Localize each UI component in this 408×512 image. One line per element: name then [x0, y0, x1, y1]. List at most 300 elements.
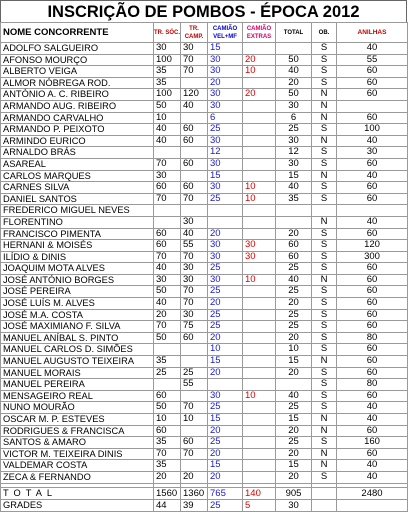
camiao-extras-cell	[243, 344, 276, 356]
camiao-vel-cell: 30	[208, 240, 243, 252]
total-cell: 20	[276, 298, 312, 310]
camiao-vel-cell: 30	[208, 89, 243, 101]
tr-camp-cell: 30	[181, 43, 208, 55]
competitor-name: MENSAGEIRO REAL	[1, 390, 154, 402]
camiao-extras-cell	[243, 77, 276, 89]
camiao-extras-cell	[243, 147, 276, 159]
competitor-name: MANUEL CARLOS D. SIMÕES	[1, 344, 154, 356]
competitor-name: ASAREAL	[1, 158, 154, 170]
table-row	[1, 437, 408, 449]
total-cell: 25	[276, 321, 312, 333]
ob-cell: S	[312, 263, 337, 275]
anilhas-cell: 40	[337, 402, 408, 414]
tr-camp-cell: 60	[181, 437, 208, 449]
competitor-name: FRANCISCO PIMENTA	[1, 228, 154, 240]
header-camiao-vel: CAMIÃO VEL+MF	[208, 23, 243, 43]
total-cell: 60	[276, 251, 312, 263]
table-row	[1, 170, 408, 182]
total-cell: 25	[276, 124, 312, 136]
camiao-extras-cell	[243, 216, 276, 228]
camiao-vel-cell: 25	[208, 263, 243, 275]
tr-camp-cell: 55	[181, 240, 208, 252]
competitor-name: ARNALDO BRÁS	[1, 147, 154, 159]
tr-camp-cell: 30	[181, 216, 208, 228]
tr-camp-cell	[181, 425, 208, 437]
tr-camp-cell: 70	[181, 448, 208, 460]
total-cell: 20	[276, 425, 312, 437]
camiao-vel-cell: 30	[208, 390, 243, 402]
grades-ext: 5	[243, 499, 276, 511]
tr-socio-cell: 40	[154, 135, 181, 147]
camiao-vel-cell: 30	[208, 100, 243, 112]
totals-socio: 1560	[154, 487, 181, 499]
camiao-vel-cell: 15	[208, 43, 243, 55]
tr-socio-cell: 40	[154, 263, 181, 275]
total-cell: 20	[276, 367, 312, 379]
anilhas-cell: 60	[337, 321, 408, 333]
camiao-extras-cell	[243, 298, 276, 310]
tr-camp-cell: 10	[181, 414, 208, 426]
tr-socio-cell: 70	[154, 321, 181, 333]
camiao-extras-cell	[243, 414, 276, 426]
totals-row	[1, 487, 408, 499]
ob-cell: S	[312, 251, 337, 263]
anilhas-cell: 40	[337, 216, 408, 228]
tr-camp-cell	[181, 344, 208, 356]
camiao-vel-cell: 20	[208, 228, 243, 240]
camiao-extras-cell: 10	[243, 66, 276, 78]
tr-camp-cell: 70	[181, 286, 208, 298]
camiao-vel-cell: 20	[208, 77, 243, 89]
camiao-extras-cell: 20	[243, 54, 276, 66]
anilhas-cell: 60	[337, 66, 408, 78]
camiao-extras-cell	[243, 158, 276, 170]
tr-camp-cell	[181, 112, 208, 124]
ob-cell: S	[312, 321, 337, 333]
anilhas-cell: 60	[337, 367, 408, 379]
competitor-name: MANUEL ANÍBAL S. PINTO	[1, 332, 154, 344]
anilhas-cell: 120	[337, 240, 408, 252]
competitor-name: ILÍDIO & DINIS	[1, 251, 154, 263]
camiao-extras-cell	[243, 367, 276, 379]
grades-vel: 25	[208, 499, 243, 511]
anilhas-cell: 60	[337, 228, 408, 240]
header-anilhas: ANILHAS	[337, 23, 408, 43]
tr-camp-cell	[181, 205, 208, 217]
table-row	[1, 158, 408, 170]
ob-cell: S	[312, 402, 337, 414]
tr-camp-cell	[181, 356, 208, 368]
camiao-vel-cell: 25	[208, 193, 243, 205]
total-cell: 6	[276, 112, 312, 124]
total-cell: 20	[276, 471, 312, 483]
camiao-vel-cell: 30	[208, 66, 243, 78]
camiao-vel-cell: 30	[208, 158, 243, 170]
tr-camp-cell: 70	[181, 193, 208, 205]
total-cell: 25	[276, 437, 312, 449]
anilhas-cell: 60	[337, 274, 408, 286]
camiao-extras-cell: 30	[243, 251, 276, 263]
ob-cell: S	[312, 182, 337, 194]
ob-cell: N	[312, 216, 337, 228]
tr-socio-cell: 35	[154, 77, 181, 89]
camiao-extras-cell	[243, 402, 276, 414]
competitor-name: AFONSO MOURÇO	[1, 54, 154, 66]
header-row	[1, 23, 408, 43]
anilhas-cell: 300	[337, 251, 408, 263]
table-row	[1, 379, 408, 391]
total-cell: 20	[276, 332, 312, 344]
ob-cell: S	[312, 309, 337, 321]
header-tr-socio: TR. SÓC.	[154, 23, 181, 43]
table-row	[1, 298, 408, 310]
ob-cell: N	[312, 112, 337, 124]
total-cell: 30	[276, 100, 312, 112]
camiao-extras-cell	[243, 286, 276, 298]
anilhas-cell: 60	[337, 298, 408, 310]
tr-socio-cell: 50	[154, 286, 181, 298]
camiao-vel-cell: 6	[208, 112, 243, 124]
competitor-name: JOSÉ PEREIRA	[1, 286, 154, 298]
tr-camp-cell: 30	[181, 274, 208, 286]
tr-socio-cell: 50	[154, 100, 181, 112]
tr-socio-cell: 35	[154, 460, 181, 472]
anilhas-cell: 60	[337, 89, 408, 101]
registration-table	[0, 22, 408, 512]
tr-socio-cell	[154, 205, 181, 217]
camiao-extras-cell: 10	[243, 193, 276, 205]
table-row	[1, 54, 408, 66]
ob-cell: S	[312, 228, 337, 240]
competitor-name: ANTÓNIO A. C. RIBEIRO	[1, 89, 154, 101]
camiao-vel-cell: 20	[208, 367, 243, 379]
ob-cell: N	[312, 274, 337, 286]
anilhas-cell: 60	[337, 263, 408, 275]
table-row	[1, 147, 408, 159]
ob-cell: S	[312, 379, 337, 391]
table-row	[1, 414, 408, 426]
competitor-name: NUNO MOURÃO	[1, 402, 154, 414]
competitor-name: OSCAR M. P. ESTEVES	[1, 414, 154, 426]
competitor-name: MANUEL AUGUSTO TEIXEIRA	[1, 356, 154, 368]
page-title: INSCRIÇÃO DE POMBOS - ÉPOCA 2012	[0, 0, 407, 22]
table-row	[1, 182, 408, 194]
anilhas-cell: 60	[337, 344, 408, 356]
ob-cell: N	[312, 89, 337, 101]
ob-cell: S	[312, 344, 337, 356]
anilhas-cell: 30	[337, 147, 408, 159]
ob-cell: N	[312, 460, 337, 472]
table-row	[1, 460, 408, 472]
camiao-vel-cell: 30	[208, 54, 243, 66]
camiao-vel-cell: 25	[208, 437, 243, 449]
totals-vel: 765	[208, 487, 243, 499]
anilhas-cell: 40	[337, 135, 408, 147]
camiao-extras-cell	[243, 460, 276, 472]
camiao-vel-cell: 30	[208, 182, 243, 194]
tr-socio-cell: 100	[154, 54, 181, 66]
tr-socio-cell: 35	[154, 66, 181, 78]
competitor-name: MANUEL PEREIRA	[1, 379, 154, 391]
ob-cell: S	[312, 390, 337, 402]
anilhas-cell: 80	[337, 379, 408, 391]
table-row	[1, 344, 408, 356]
competitor-name: RODRIGUES & FRANCISCA	[1, 425, 154, 437]
total-cell: 20	[276, 228, 312, 240]
ob-cell: S	[312, 54, 337, 66]
total-cell	[276, 379, 312, 391]
competitor-name: ARMINDO EURICO	[1, 135, 154, 147]
camiao-vel-cell	[208, 379, 243, 391]
camiao-extras-cell	[243, 309, 276, 321]
header-name: NOME CONCORRENTE	[1, 23, 154, 43]
grades-anilhas	[337, 499, 408, 511]
ob-cell: N	[312, 135, 337, 147]
camiao-vel-cell: 10	[208, 344, 243, 356]
competitor-name: SANTOS & AMARO	[1, 437, 154, 449]
camiao-extras-cell	[243, 379, 276, 391]
tr-socio-cell: 30	[154, 274, 181, 286]
camiao-extras-cell	[243, 321, 276, 333]
ob-cell: S	[312, 147, 337, 159]
table-row	[1, 124, 408, 136]
camiao-vel-cell: 25	[208, 402, 243, 414]
table-row	[1, 356, 408, 368]
tr-camp-cell: 70	[181, 54, 208, 66]
ob-cell: N	[312, 425, 337, 437]
competitor-name: ARMANDO P. PEIXOTO	[1, 124, 154, 136]
camiao-extras-cell	[243, 228, 276, 240]
ob-cell: S	[312, 298, 337, 310]
tr-socio-cell: 60	[154, 182, 181, 194]
camiao-extras-cell	[243, 425, 276, 437]
competitor-name: FLORENTINO	[1, 216, 154, 228]
table-row	[1, 77, 408, 89]
total-cell: 25	[276, 263, 312, 275]
grades-socio: 44	[154, 499, 181, 511]
competitor-name: ZECA & FERNANDO	[1, 471, 154, 483]
anilhas-cell: 40	[337, 170, 408, 182]
anilhas-cell: 60	[337, 182, 408, 194]
tr-camp-cell: 20	[181, 471, 208, 483]
total-cell: 50	[276, 89, 312, 101]
camiao-extras-cell	[243, 471, 276, 483]
table-row	[1, 471, 408, 483]
anilhas-cell: 100	[337, 124, 408, 136]
camiao-extras-cell	[243, 332, 276, 344]
total-cell: 40	[276, 274, 312, 286]
total-cell: 30	[276, 158, 312, 170]
tr-camp-cell	[181, 390, 208, 402]
camiao-extras-cell	[243, 124, 276, 136]
tr-socio-cell: 40	[154, 298, 181, 310]
table-row	[1, 251, 408, 263]
table-row	[1, 205, 408, 217]
camiao-vel-cell: 20	[208, 425, 243, 437]
total-cell: 40	[276, 182, 312, 194]
table-row	[1, 43, 408, 55]
competitor-name: CARLOS MARQUES	[1, 170, 154, 182]
tr-socio-cell: 70	[154, 158, 181, 170]
ob-cell: S	[312, 77, 337, 89]
ob-cell: S	[312, 124, 337, 136]
tr-camp-cell: 120	[181, 89, 208, 101]
tr-camp-cell: 70	[181, 402, 208, 414]
grades-total: 30	[276, 499, 312, 511]
anilhas-cell	[337, 205, 408, 217]
camiao-extras-cell	[243, 43, 276, 55]
totals-ob	[312, 487, 337, 499]
competitor-name: JOAQUIM MOTA ALVES	[1, 263, 154, 275]
anilhas-cell: 60	[337, 390, 408, 402]
tr-socio-cell: 50	[154, 402, 181, 414]
tr-socio-cell: 60	[154, 390, 181, 402]
tr-camp-cell: 30	[181, 263, 208, 275]
ob-cell: S	[312, 286, 337, 298]
table-row	[1, 332, 408, 344]
competitor-name: JOSÉ MAXIMIANO F. SILVA	[1, 321, 154, 333]
tr-camp-cell: 60	[181, 158, 208, 170]
camiao-vel-cell: 25	[208, 124, 243, 136]
total-cell: 35	[276, 193, 312, 205]
ob-cell: S	[312, 471, 337, 483]
table-row	[1, 89, 408, 101]
total-cell: 20	[276, 77, 312, 89]
tr-socio-cell: 25	[154, 367, 181, 379]
tr-camp-cell: 55	[181, 379, 208, 391]
total-cell	[276, 216, 312, 228]
tr-socio-cell: 20	[154, 471, 181, 483]
ob-cell: N	[312, 448, 337, 460]
tr-socio-cell: 10	[154, 414, 181, 426]
tr-camp-cell: 40	[181, 228, 208, 240]
competitor-name: MANUEL MORAIS	[1, 367, 154, 379]
tr-socio-cell: 70	[154, 448, 181, 460]
competitor-name: JOSÉ LUÍS M. ALVES	[1, 298, 154, 310]
anilhas-cell: 60	[337, 448, 408, 460]
ob-cell: N	[312, 170, 337, 182]
tr-camp-cell	[181, 147, 208, 159]
tr-camp-cell: 60	[181, 182, 208, 194]
camiao-vel-cell	[208, 216, 243, 228]
header-ob: OB.	[312, 23, 337, 43]
camiao-extras-cell	[243, 100, 276, 112]
camiao-vel-cell	[208, 205, 243, 217]
table-row	[1, 286, 408, 298]
tr-camp-cell: 60	[181, 124, 208, 136]
camiao-extras-cell: 30	[243, 240, 276, 252]
camiao-vel-cell: 12	[208, 147, 243, 159]
tr-camp-cell	[181, 460, 208, 472]
competitor-name: VALDEMAR COSTA	[1, 460, 154, 472]
anilhas-cell: 60	[337, 356, 408, 368]
table-row	[1, 425, 408, 437]
ob-cell: S	[312, 43, 337, 55]
totals-total: 905	[276, 487, 312, 499]
total-cell: 25	[276, 309, 312, 321]
camiao-extras-cell	[243, 448, 276, 460]
camiao-extras-cell: 20	[243, 89, 276, 101]
table-row	[1, 100, 408, 112]
total-cell: 60	[276, 240, 312, 252]
ob-cell: S	[312, 332, 337, 344]
tr-socio-cell: 20	[154, 309, 181, 321]
table-body	[1, 43, 408, 484]
camiao-extras-cell	[243, 170, 276, 182]
total-cell: 15	[276, 356, 312, 368]
total-cell: 15	[276, 414, 312, 426]
competitor-name: VICTOR M. TEIXEIRA DINIS	[1, 448, 154, 460]
competitor-name: HERNANI & MOISÉS	[1, 240, 154, 252]
table-row	[1, 263, 408, 275]
tr-socio-cell: 60	[154, 240, 181, 252]
anilhas-cell: 55	[337, 54, 408, 66]
total-cell	[276, 205, 312, 217]
grades-row	[1, 499, 408, 511]
table-row	[1, 448, 408, 460]
camiao-vel-cell: 20	[208, 448, 243, 460]
grades-camp: 39	[181, 499, 208, 511]
anilhas-cell: 60	[337, 158, 408, 170]
tr-camp-cell: 70	[181, 66, 208, 78]
total-cell: 10	[276, 344, 312, 356]
anilhas-cell: 60	[337, 425, 408, 437]
tr-socio-cell: 60	[154, 425, 181, 437]
camiao-extras-cell: 10	[243, 182, 276, 194]
total-cell: 40	[276, 390, 312, 402]
camiao-extras-cell	[243, 135, 276, 147]
camiao-extras-cell	[243, 356, 276, 368]
tr-socio-cell: 35	[154, 356, 181, 368]
tr-socio-cell: 60	[154, 228, 181, 240]
header-camiao-extras: CAMIÃO EXTRAS	[243, 23, 276, 43]
camiao-vel-cell: 25	[208, 321, 243, 333]
table-row	[1, 228, 408, 240]
table-row	[1, 112, 408, 124]
competitor-name: DANIEL SANTOS	[1, 193, 154, 205]
anilhas-cell: 40	[337, 471, 408, 483]
total-cell: 12	[276, 147, 312, 159]
totals-anilhas: 2480	[337, 487, 408, 499]
tr-camp-cell: 60	[181, 135, 208, 147]
tr-socio-cell: 50	[154, 332, 181, 344]
total-cell: 15	[276, 460, 312, 472]
grades-label: GRADES	[1, 499, 154, 511]
table-row	[1, 274, 408, 286]
tr-socio-cell: 40	[154, 124, 181, 136]
tr-camp-cell: 70	[181, 251, 208, 263]
tr-socio-cell: 70	[154, 251, 181, 263]
table-row	[1, 240, 408, 252]
camiao-extras-cell	[243, 437, 276, 449]
anilhas-cell: 60	[337, 286, 408, 298]
competitor-name: ARMANDO AUG. RIBEIRO	[1, 100, 154, 112]
total-cell: 40	[276, 66, 312, 78]
competitor-name: JOSÉ ANTÓNIO BORGES	[1, 274, 154, 286]
tr-camp-cell: 25	[181, 367, 208, 379]
totals-ext: 140	[243, 487, 276, 499]
ob-cell	[312, 205, 337, 217]
anilhas-cell: 80	[337, 332, 408, 344]
table-row	[1, 216, 408, 228]
anilhas-cell: 60	[337, 193, 408, 205]
tr-camp-cell: 30	[181, 309, 208, 321]
table-row	[1, 66, 408, 78]
ob-cell: N	[312, 356, 337, 368]
ob-cell: S	[312, 158, 337, 170]
table-row	[1, 135, 408, 147]
header-total: TOTAL	[276, 23, 312, 43]
